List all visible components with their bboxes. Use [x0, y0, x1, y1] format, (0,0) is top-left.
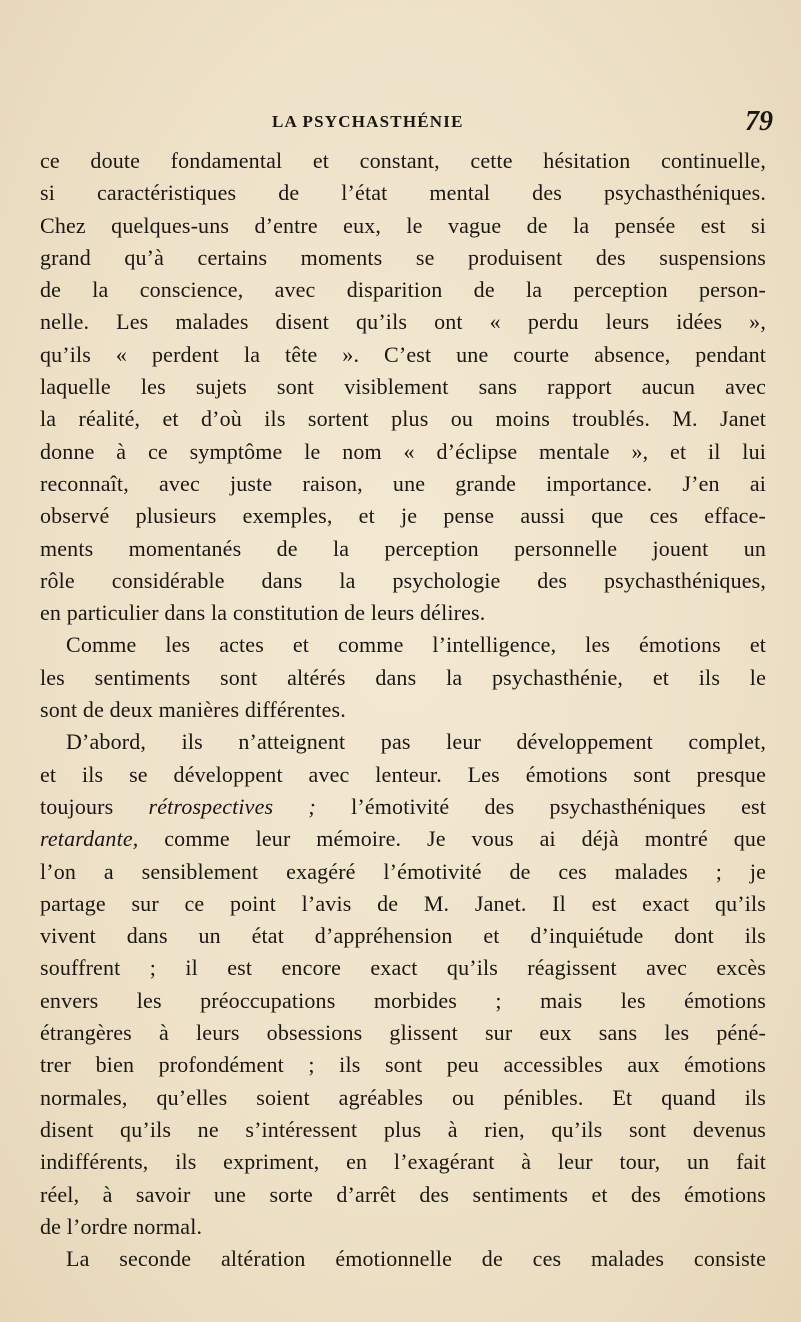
text-line-content: D’abord, ils n’atteignent pas leur développement complet,: [66, 729, 766, 755]
text-line-content: de l’ordre normal.: [40, 1213, 203, 1239]
text-line-content: les sentiments sont altérés dans la psychasthénie, et ils le: [40, 664, 766, 690]
text-line-content: trer bien profondément ; ils sont peu accessibles aux émotions: [40, 1052, 766, 1078]
text-line-content: rôle considérable dans la psychologie des psychasthéniques,: [40, 567, 766, 593]
text-line-content: souffrent ; il est encore exact qu’ils réagissent avec excès: [40, 955, 766, 981]
text-line-content: normales, qu’elles soient agréables ou pénibles. Et quand ils: [40, 1084, 766, 1110]
text-line-content: ce doute fondamental et constant, cette hésitation continuelle,: [40, 148, 766, 173]
text-line-content: reconnaît, avec juste raison, une grande importance. J’en ai: [40, 470, 766, 496]
text-line-content: réel, à savoir une sorte d’arrêt des sentiments et des émotions: [40, 1181, 766, 1207]
text-line-content: qu’ils « perdent la tête ». C’est une courte absence, pendant: [40, 341, 766, 367]
running-title: LA PSYCHASTHÉNIE: [272, 112, 464, 131]
text-line-content: La seconde altération émotionnelle de ces malades consiste: [66, 1246, 766, 1272]
italic-text: rétrospectives ;: [148, 793, 316, 819]
text-line: [40, 145, 766, 177]
text-line-content: donne à ce symptôme le nom « d’éclipse mentale », et il lui: [40, 438, 766, 464]
text-line-content: envers les préoccupations morbides ; mais les émotions: [40, 987, 766, 1013]
text-line: [40, 791, 766, 823]
body-text: [40, 145, 766, 1275]
text-line: [40, 274, 766, 306]
text-line: [40, 1114, 766, 1146]
text-line: [40, 694, 766, 726]
text-line: [40, 339, 766, 371]
text-line: [40, 1179, 766, 1211]
text-line-content: Comme les actes et comme l’intelligence, les émotions et: [66, 632, 766, 658]
text-line-content: indifférents, ils expriment, en l’exagérant à leur tour, un fait: [40, 1149, 766, 1175]
text-line: [40, 1049, 766, 1081]
text-line-content: de la conscience, avec disparition de la perception person-: [40, 277, 766, 303]
text-line: [40, 436, 766, 468]
text-line-content: l’on a sensiblement exagéré l’émotivité de ces malades ; je: [40, 858, 766, 884]
text-line-content: vivent dans un état d’appréhension et d’inquiétude dont ils: [40, 923, 766, 949]
text-line: [40, 856, 766, 888]
text-line: [40, 468, 766, 500]
page-header: [0, 106, 801, 144]
text-line: [40, 597, 766, 629]
text-line: [40, 1082, 766, 1114]
text-line: [40, 1146, 766, 1178]
text-line: [40, 920, 766, 952]
text-line-content: grand qu’à certains moments se produisent des suspensions: [40, 244, 766, 270]
text-line: [40, 629, 766, 661]
text-line: [40, 242, 766, 274]
text-line-content: l’émotivité des psychasthéniques est: [315, 793, 766, 819]
text-line: [40, 533, 766, 565]
text-line-content: partage sur ce point l’avis de M. Janet. Il est exact qu’ils: [40, 890, 766, 916]
text-line: [40, 985, 766, 1017]
text-line-content: nelle. Les malades disent qu’ils ont « perdu leurs idées »,: [40, 309, 766, 335]
text-line: [40, 1243, 766, 1275]
text-line-content: comme leur mémoire. Je vous ai déjà montré que: [138, 826, 766, 852]
text-line-content: Chez quelques-uns d’entre eux, le vague de la pensée est si: [40, 212, 766, 238]
text-line: [40, 306, 766, 338]
text-line: [40, 759, 766, 791]
text-line: [40, 1211, 766, 1243]
text-line-content: si caractéristiques de l’état mental des psychasthéniques.: [40, 180, 766, 206]
text-line-content: la réalité, et d’où ils sortent plus ou moins troublés. M. Janet: [40, 406, 766, 432]
text-line: [40, 952, 766, 984]
text-line-content: toujours: [40, 793, 149, 819]
text-line: [40, 565, 766, 597]
text-line-content: disent qu’ils ne s’intéressent plus à rien, qu’ils sont devenus: [40, 1116, 766, 1142]
page-number: 79: [745, 106, 773, 137]
text-line-content: ments momentanés de la perception personnelle jouent un: [40, 535, 766, 561]
text-line: [40, 371, 766, 403]
text-line: [40, 177, 766, 209]
text-line-content: en particulier dans la constitution de leurs délires.: [40, 600, 486, 626]
text-line-content: observé plusieurs exemples, et je pense aussi que ces efface-: [40, 503, 766, 529]
text-line: [40, 1017, 766, 1049]
text-line: [40, 662, 766, 694]
text-line: [40, 726, 766, 758]
text-line-content: et ils se développent avec lenteur. Les émotions sont presque: [40, 761, 766, 787]
text-line: [40, 500, 766, 532]
text-line: [40, 403, 766, 435]
text-line: [40, 888, 766, 920]
italic-text: retardante,: [40, 826, 139, 852]
text-line-content: étrangères à leurs obsessions glissent sur eux sans les péné-: [40, 1020, 766, 1046]
text-line: [40, 210, 766, 242]
text-line-content: laquelle les sujets sont visiblement sans rapport aucun avec: [40, 374, 766, 400]
text-line: [40, 823, 766, 855]
text-line-content: sont de deux manières différentes.: [40, 697, 346, 723]
